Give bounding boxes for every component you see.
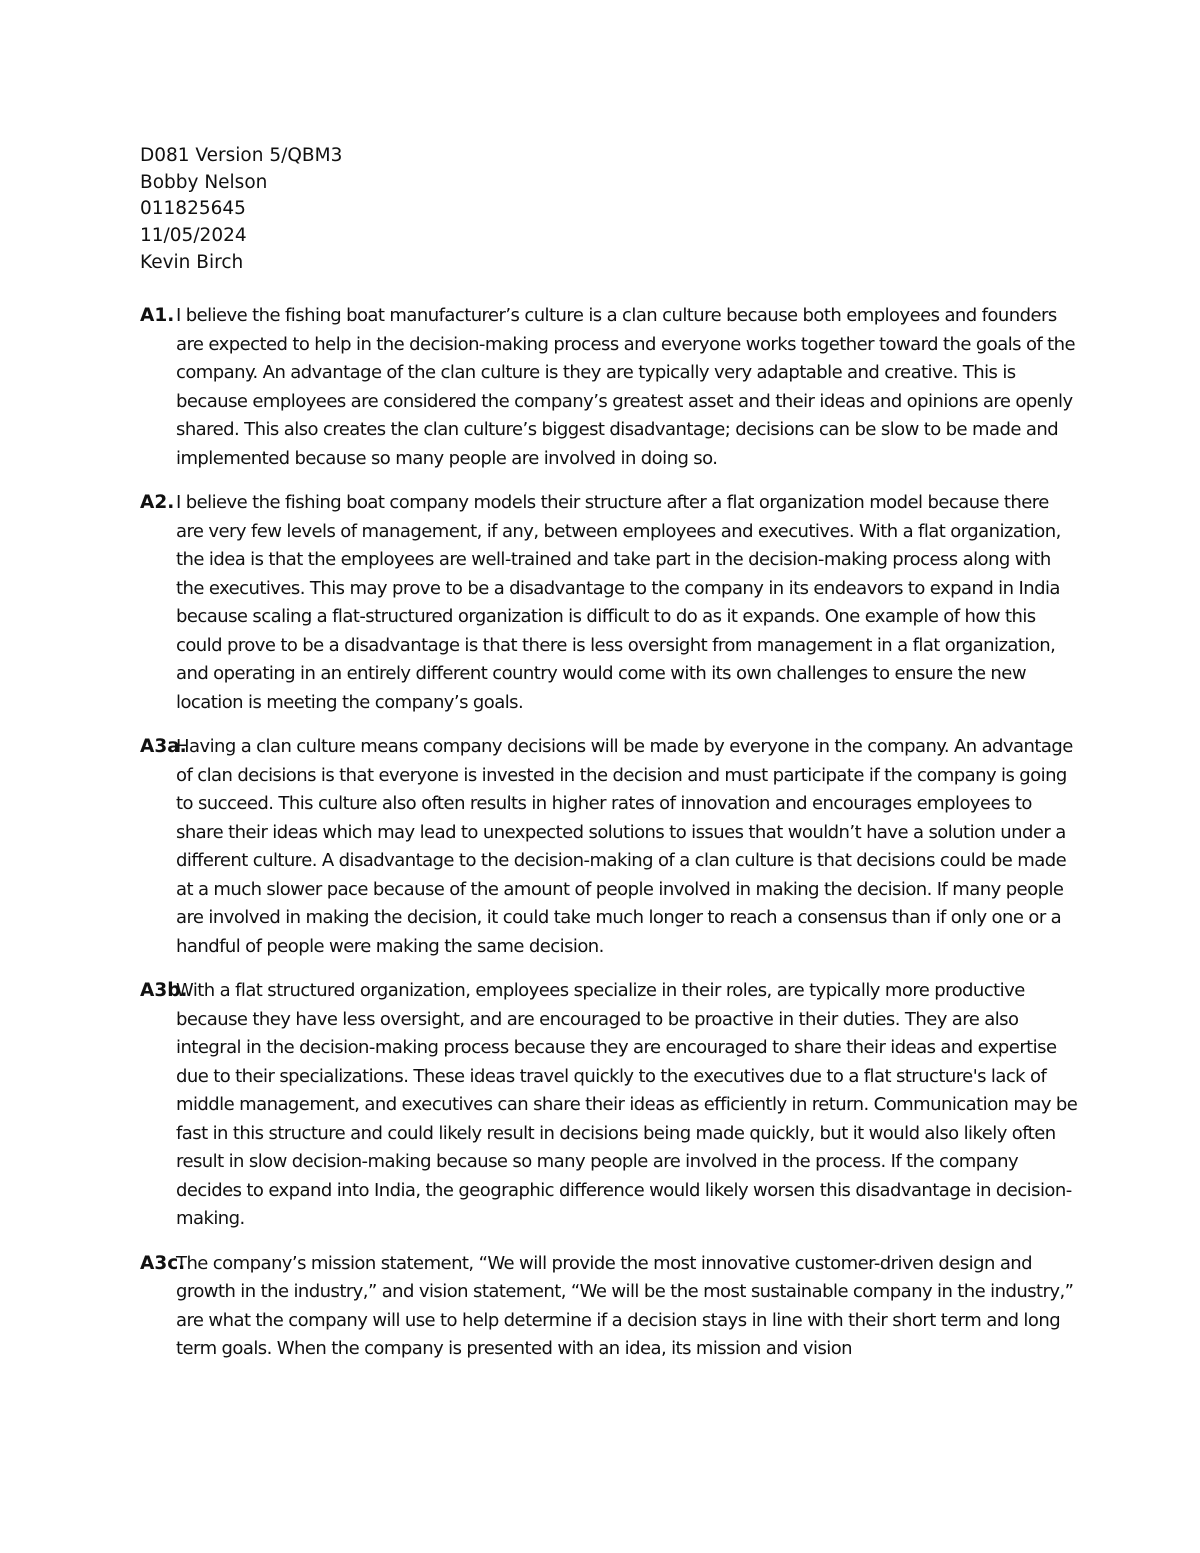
answer-label: A2. — [140, 492, 175, 513]
answer-label: A3b. — [140, 980, 188, 1001]
answer-a2 — [140, 489, 1080, 717]
answer-a3c — [140, 1250, 1080, 1364]
answer-label: A3c. — [140, 1252, 186, 1274]
document-date: 11/05/2024 — [140, 225, 247, 247]
answer-text: The company’s mission statement, “We will provide the most innovative customer-driven design and growth in the industry,” and vision statement, “We will be the most sustainable company in the industry,” are what the company will use to help determine if a decision stays in line with their short term and long term goals. When the company is presented with an idea, its mission and vision — [176, 1252, 1074, 1359]
answer-a3b — [140, 977, 1080, 1234]
answer-label: A1. — [140, 305, 175, 326]
answer-text: I believe the fishing boat manufacturer’s culture is a clan culture because both employees and founders are expected to help in the decision-making process and everyone works together toward the goals of the company. An advantage of the clan culture is they are typically very adaptable and creative. This is because employees are considered the company’s greatest asset and their ideas and opinions are openly shared. This also creates the clan culture’s biggest disadvantage; decisions can be slow to be made and implemented because so many people are involved in doing so. — [176, 305, 1076, 469]
answer-text: With a flat structured organization, employees specialize in their roles, are typically more productive because they have less oversight, and are encouraged to be proactive in their duties. They are also integral in the decision-making process because they are encouraged to share their ideas and expertise due to their specializations. These ideas travel quickly to the executives due to a flat structure's lack of middle management, and executives can share their ideas as efficiently in return. Communication may be fast in this structure and could likely result in decisions being made quickly, but it would also likely often result in slow decision-making because so many people are involved in the process. If the company decides to expand into India, the geographic difference would likely worsen this disadvantage in decision-making. — [176, 980, 1078, 1229]
instructor-name: Kevin Birch — [140, 251, 244, 273]
student-name: Bobby Nelson — [140, 171, 268, 193]
answer-text: I believe the fishing boat company models their structure after a flat organization model because there are very few levels of management, if any, between employees and executives. With a flat organization, the idea is that the employees are well-trained and take part in the decision-making process along with the executives. This may prove to be a disadvantage to the company in its endeavors to expand in India because scaling a flat-structured organization is difficult to do as it expands. One example of how this could prove to be a disadvantage is that there is less oversight from management in a flat organization, and operating in an entirely different country would come with its own challenges to ensure the new location is meeting the company’s goals. — [176, 492, 1061, 713]
answer-text: Having a clan culture means company decisions will be made by everyone in the company. An advantage of clan decisions is that everyone is invested in the decision and must participate if the company is going to succeed. This culture also often results in higher rates of innovation and encourages employees to share their ideas which may lead to unexpected solutions to issues that wouldn’t have a solution under a different culture. A disadvantage to the decision-making of a clan culture is that decisions could be made at a much slower pace because of the amount of people involved in making the decision. If many people are involved in making the decision, it could take much longer to reach a consensus than if only one or a handful of people were making the same decision. — [176, 736, 1073, 957]
student-id: 011825645 — [140, 198, 246, 220]
document-header — [140, 143, 342, 277]
answer-label: A3a. — [140, 736, 187, 757]
answers-section — [140, 302, 1080, 1380]
answer-a1 — [140, 302, 1080, 473]
answer-a3a — [140, 733, 1080, 961]
course-line: D081 Version 5/QBM3 — [140, 145, 343, 166]
